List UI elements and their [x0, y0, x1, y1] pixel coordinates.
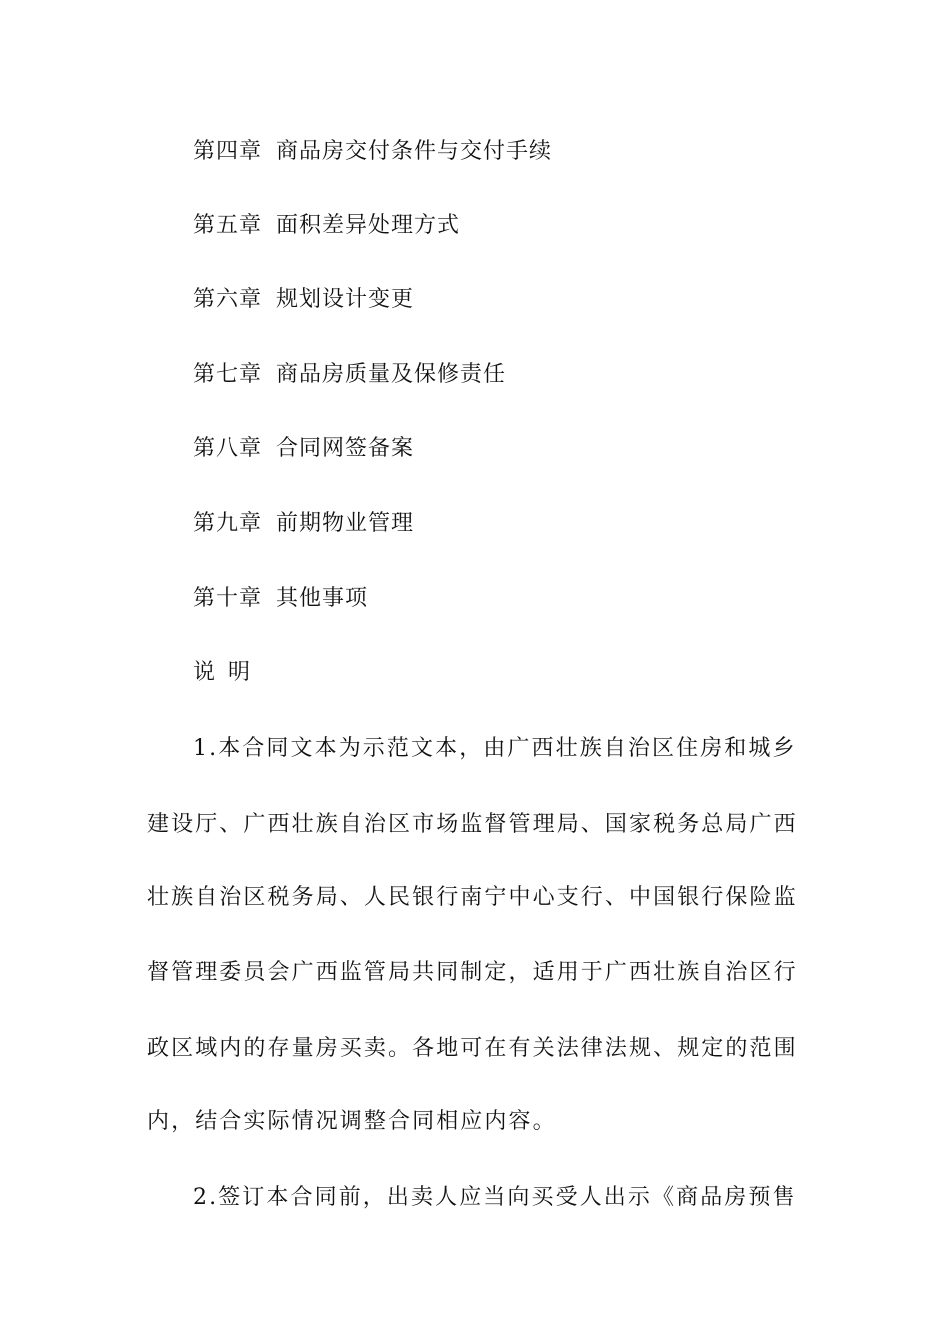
chapter-5-entry — [193, 211, 460, 241]
chapter-number: 第八章 — [193, 436, 263, 461]
chapter-9-entry — [193, 509, 414, 539]
chapter-4-entry — [193, 137, 552, 167]
paragraph-1-line: 1.本合同文本为示范文本，由广西壮族自治区住房和城乡 — [193, 736, 797, 761]
chapter-title: 前期物业管理 — [276, 511, 415, 536]
paragraph-1-line: 内，结合实际情况调整合同相应内容。 — [147, 1109, 557, 1134]
chapter-8-entry — [193, 434, 414, 464]
explanation-heading — [193, 658, 251, 688]
chapter-number: 第十章 — [193, 586, 263, 611]
paragraph-1-line: 政区域内的存量房买卖。各地可在有关法律法规、规定的范围 — [147, 1036, 798, 1061]
chapter-7-entry — [193, 360, 506, 390]
paragraph-1-line: 督管理委员会广西监管局共同制定，适用于广西壮族自治区行 — [147, 960, 798, 985]
chapter-title: 其他事项 — [276, 586, 369, 611]
paragraph-1-line: 壮族自治区税务局、人民银行南宁中心支行、中国银行保险监 — [147, 885, 798, 910]
chapter-title: 面积差异处理方式 — [276, 213, 461, 238]
chapter-number: 第五章 — [193, 213, 263, 238]
heading-char: 说 — [193, 660, 217, 685]
paragraph-1-line: 建设厅、广西壮族自治区市场监督管理局、国家税务总局广西 — [147, 812, 798, 837]
paragraph-2-line: 2.签订本合同前，出卖人应当向买受人出示《商品房预售 — [193, 1185, 797, 1210]
chapter-title: 商品房质量及保修责任 — [276, 362, 507, 387]
chapter-number: 第七章 — [193, 362, 263, 387]
chapter-10-entry — [193, 584, 368, 614]
chapter-6-entry — [193, 285, 414, 315]
chapter-number: 第九章 — [193, 511, 263, 536]
chapter-number: 第四章 — [193, 139, 263, 164]
chapter-title: 商品房交付条件与交付手续 — [276, 139, 553, 164]
chapter-title: 规划设计变更 — [276, 287, 415, 312]
heading-char: 明 — [228, 660, 252, 685]
chapter-number: 第六章 — [193, 287, 263, 312]
chapter-title: 合同网签备案 — [276, 436, 415, 461]
